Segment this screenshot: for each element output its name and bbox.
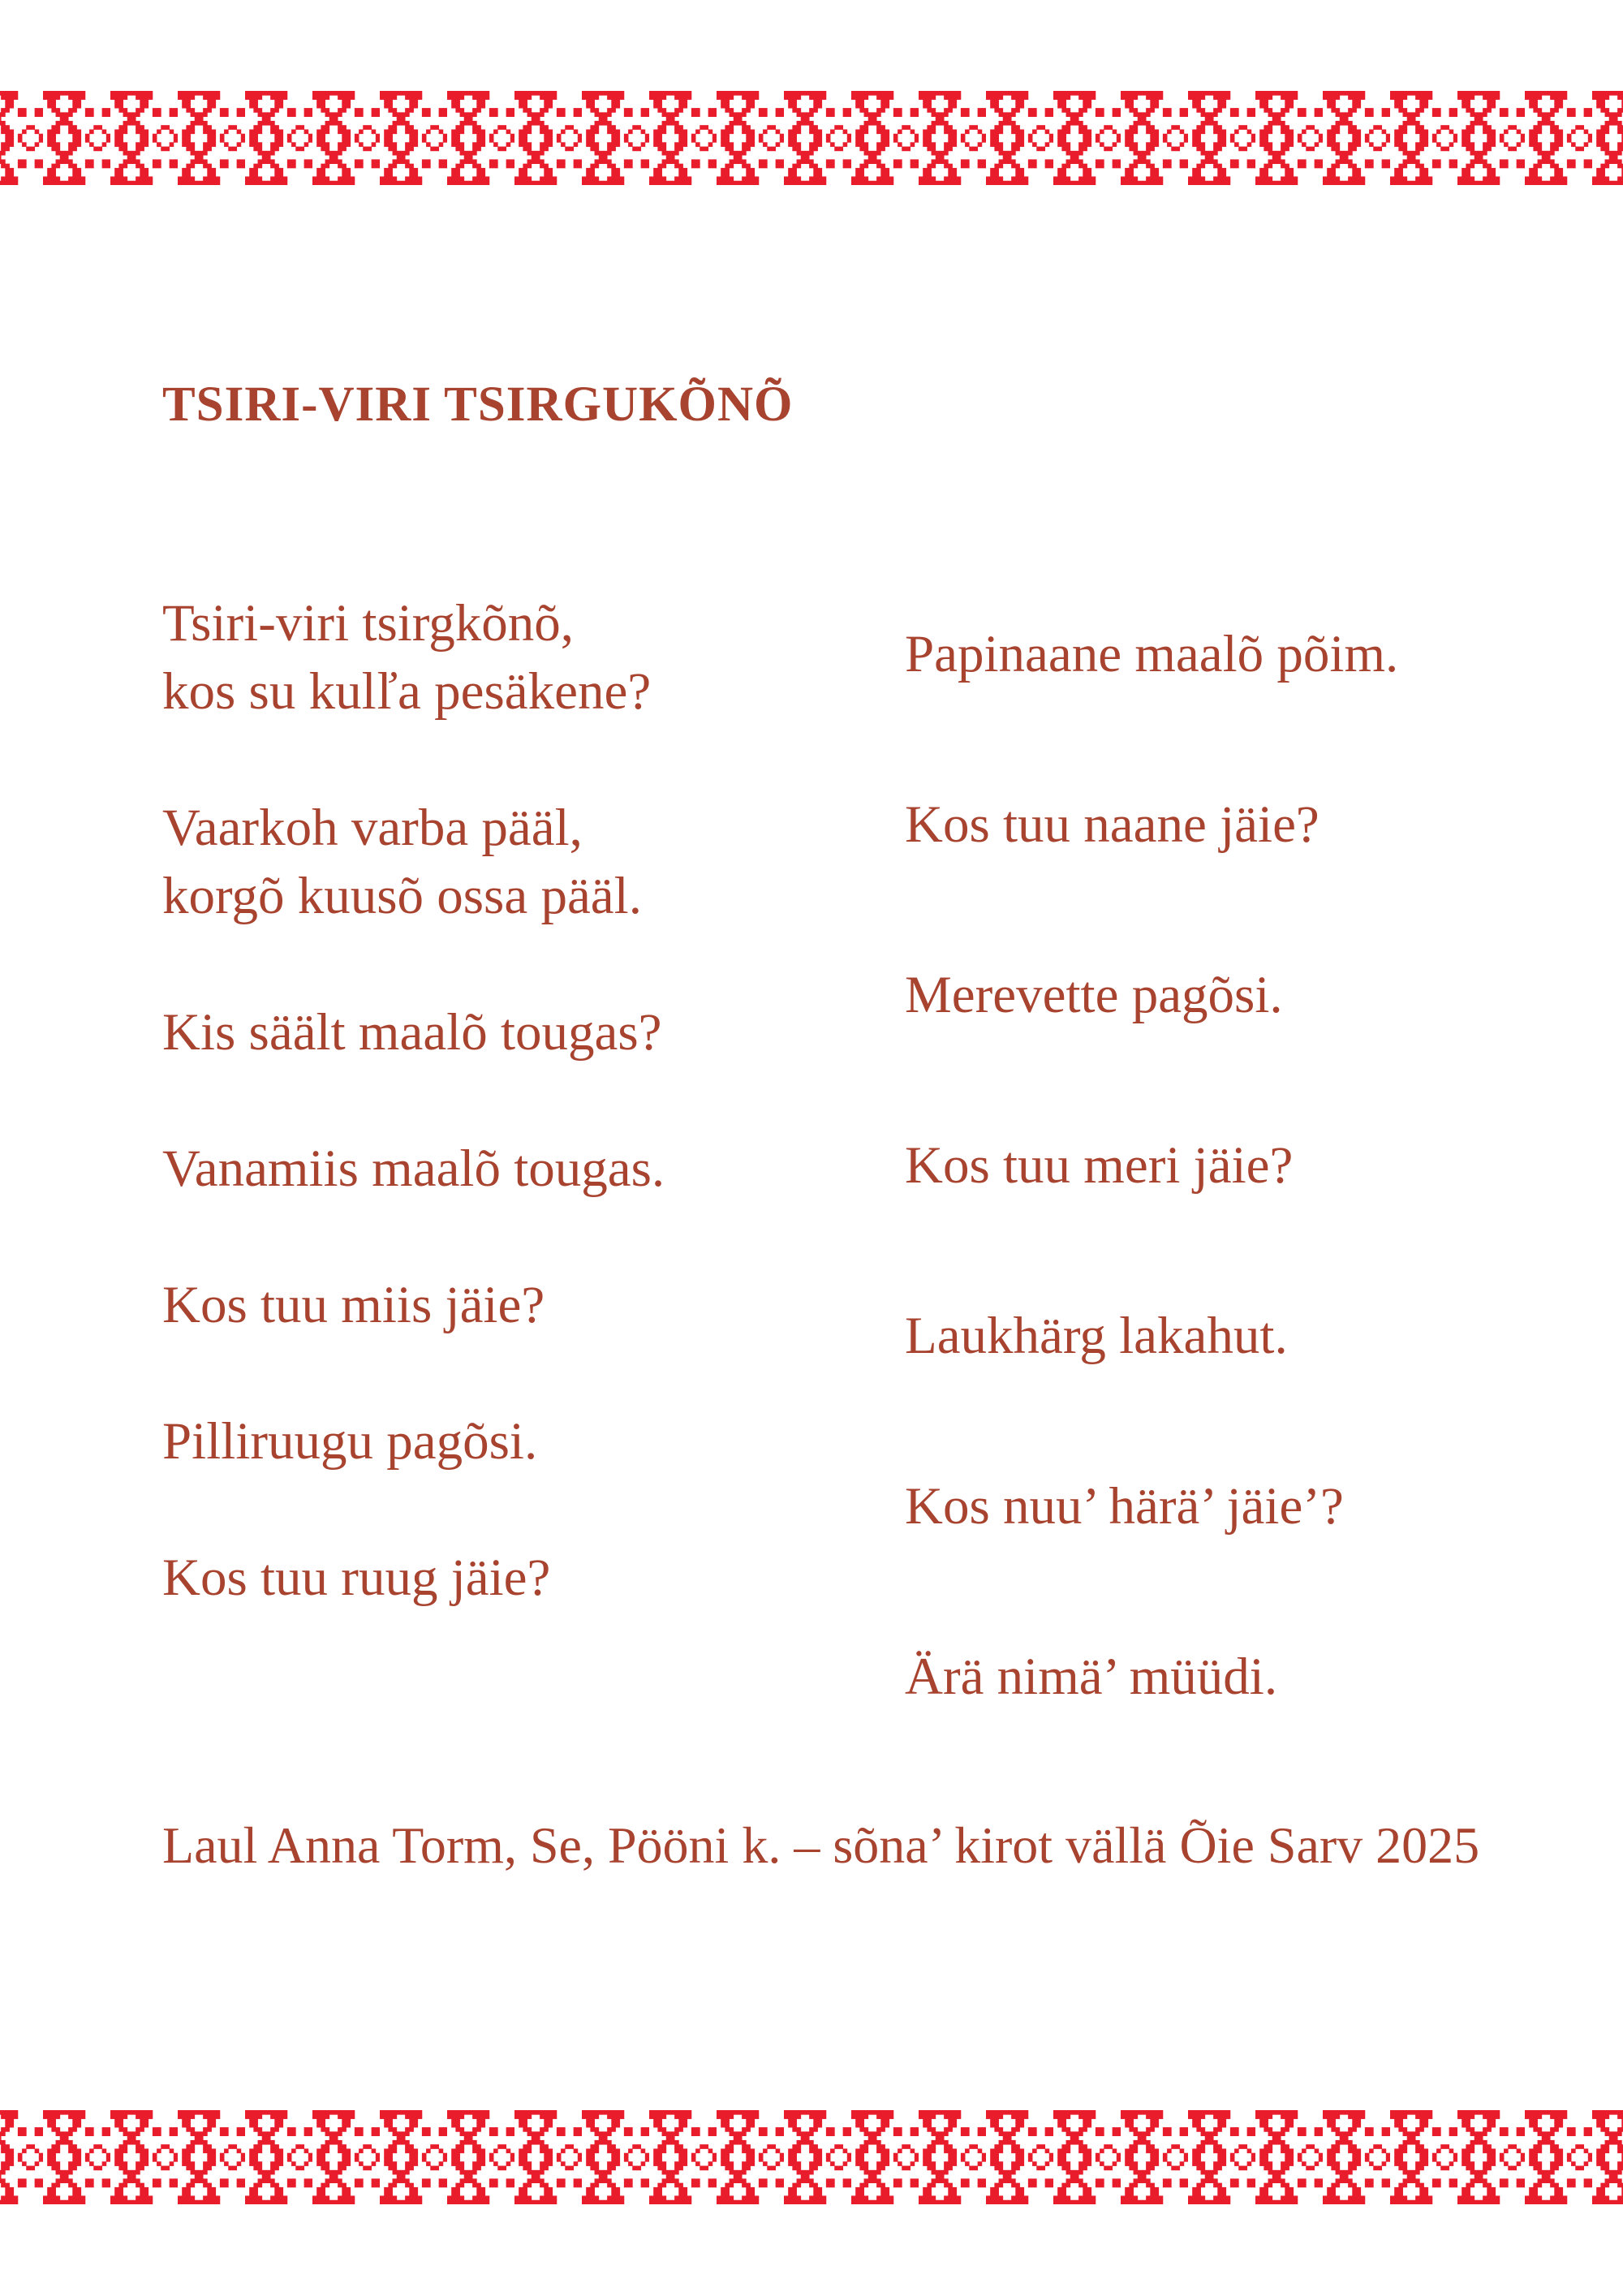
- embroidery-border-top-icon: [0, 91, 1623, 185]
- stanza: [162, 1544, 876, 1612]
- stanza: [162, 1135, 876, 1203]
- verse-line: Tsiri-viri tsirgkõnõ,: [162, 594, 575, 653]
- embroidery-border-bottom-icon: [0, 2110, 1623, 2204]
- stanza: [162, 1407, 876, 1475]
- verse-line: Pilliruugu pagõsi.: [162, 1412, 538, 1471]
- verse-line: Vanamiis maalõ tougas.: [162, 1139, 665, 1198]
- verse-line: Kos tuu miis jäie?: [162, 1276, 545, 1334]
- verse-line: Kos nuu’ härä’ jäie’?: [905, 1477, 1344, 1536]
- attribution-line: Laul Anna Torm, Se, Pööni k. – sõna’ kirot vällä Õie Sarv 2025: [162, 1816, 1480, 1874]
- stanza: [162, 794, 876, 930]
- verse-line: Vaarkoh varba pääl,: [162, 799, 583, 857]
- verse-line: kos su kulľa pesäkene?: [162, 662, 652, 721]
- stanza: [162, 589, 876, 726]
- verse-line: Papinaane maalõ põim.: [905, 625, 1399, 683]
- verse-line: Kos tuu naane jäie?: [905, 795, 1319, 854]
- verse-line: Merevette pagõsi.: [905, 966, 1283, 1024]
- poem-title: TSIRI-VIRI TSIRGUKÕNÕ: [162, 377, 794, 432]
- verse-line: korgõ kuusõ ossa pääl.: [162, 867, 642, 925]
- verse-line: Laukhärg lakahut.: [905, 1307, 1288, 1365]
- verse-line: Kos tuu ruug jäie?: [162, 1549, 551, 1607]
- verse-line: Ärä nimä’ müüdi.: [905, 1648, 1278, 1706]
- poem-right-column: [905, 620, 1619, 1813]
- verse-line: Kis säält maalõ tougas?: [162, 1003, 662, 1062]
- verse-line: Kos tuu meri jäie?: [905, 1136, 1294, 1195]
- poem-left-column: [162, 589, 876, 1680]
- stanza: [162, 1271, 876, 1339]
- stanza: [162, 998, 876, 1066]
